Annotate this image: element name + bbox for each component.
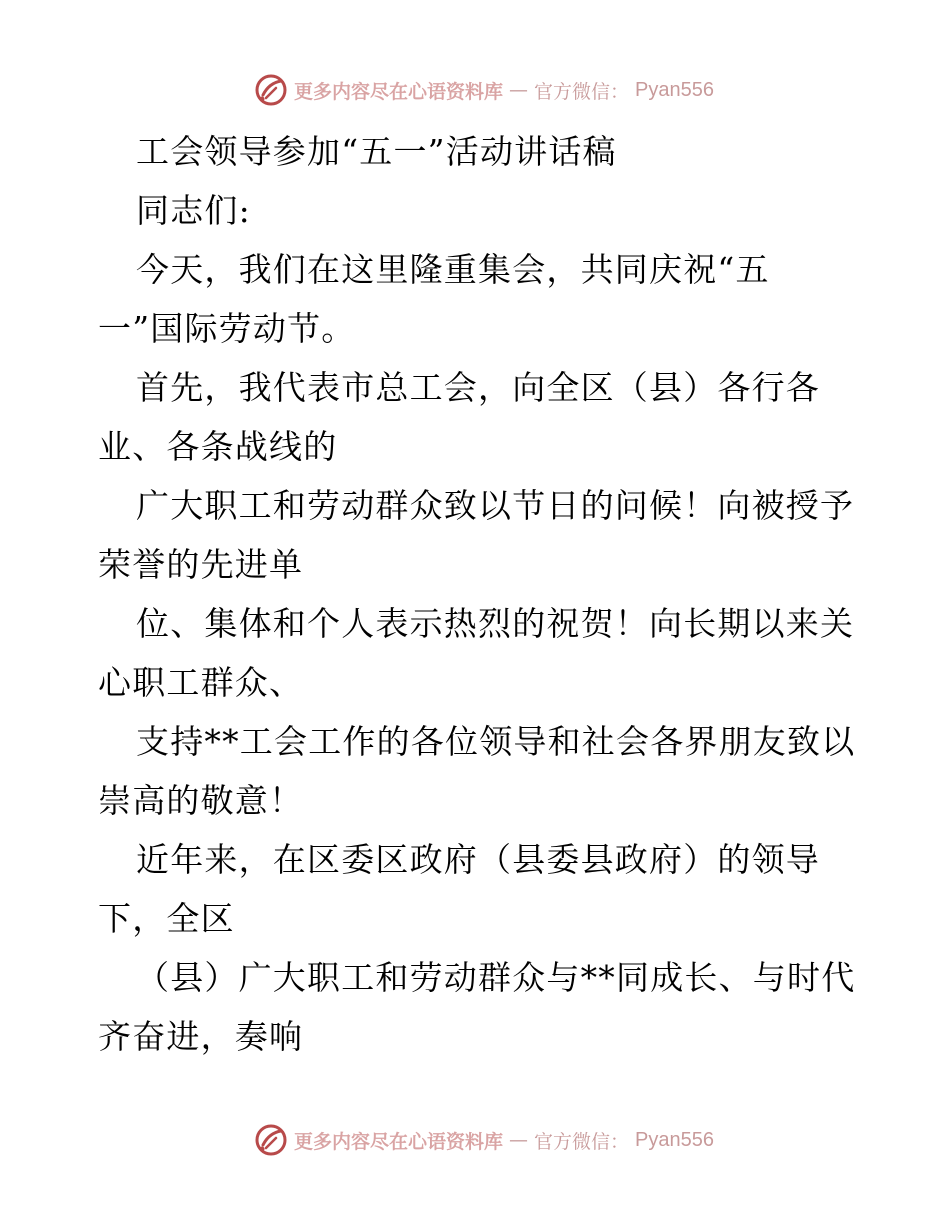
banner-separator: — (509, 79, 529, 101)
paragraph-4 (98, 594, 858, 712)
paragraph-line-continued: 一”国际劳动节。 (98, 309, 356, 348)
document-title: 工会领导参加“五一”活动讲话稿 (136, 132, 617, 171)
footer-watermark-banner (0, 1120, 950, 1160)
header-watermark-content (254, 73, 714, 107)
paragraph-line: 首先，我代表市总工会，向全区（县）各行各 (136, 368, 820, 407)
paragraph-6 (98, 830, 858, 948)
paragraph-line-continued: 下，全区 (98, 899, 235, 938)
paragraph-line-continued: 荣誉的先进单 (98, 545, 304, 584)
paragraph-5 (98, 712, 858, 830)
brand-text: 更多内容尽在心语资料库 (294, 1130, 504, 1153)
paragraph-line-continued: 崇高的敬意！ (98, 781, 304, 820)
paragraph-2 (98, 358, 858, 476)
document-body (98, 122, 858, 1066)
paragraph-line-continued: 业、各条战线的 (98, 427, 338, 466)
wechat-id: Pyan556 (635, 78, 714, 101)
footer-watermark-content (254, 1123, 714, 1157)
header-watermark-banner (0, 70, 950, 110)
banner-separator: — (509, 1129, 529, 1151)
paragraph-line: （县）广大职工和劳动群众与**同成长、与时代 (136, 958, 856, 997)
paragraph-1 (98, 240, 858, 358)
paragraph-line-continued: 齐奋进，奏响 (98, 1017, 304, 1056)
wechat-label: 官方微信： (534, 1130, 630, 1153)
brand-text: 更多内容尽在心语资料库 (294, 80, 504, 103)
paragraph-line: 支持**工会工作的各位领导和社会各界朋友致以 (136, 722, 856, 761)
wechat-id: Pyan556 (635, 1128, 714, 1151)
wechat-label: 官方微信： (534, 80, 630, 103)
paragraph-line: 位、集体和个人表示热烈的祝贺！向长期以来关 (136, 604, 855, 643)
paragraph-line: 广大职工和劳动群众致以节日的问候！向被授予 (136, 486, 855, 525)
brand-logo-icon (254, 1123, 288, 1157)
paragraph-line-continued: 心职工群众、 (98, 663, 304, 702)
paragraph-3 (98, 476, 858, 594)
paragraph-line: 今天，我们在这里隆重集会，共同庆祝“五 (136, 250, 770, 289)
salutation: 同志们: (136, 191, 251, 230)
paragraph-7 (98, 948, 858, 1066)
paragraph-line: 近年来，在区委区政府（县委县政府）的领导 (136, 840, 820, 879)
brand-logo-icon (254, 73, 288, 107)
